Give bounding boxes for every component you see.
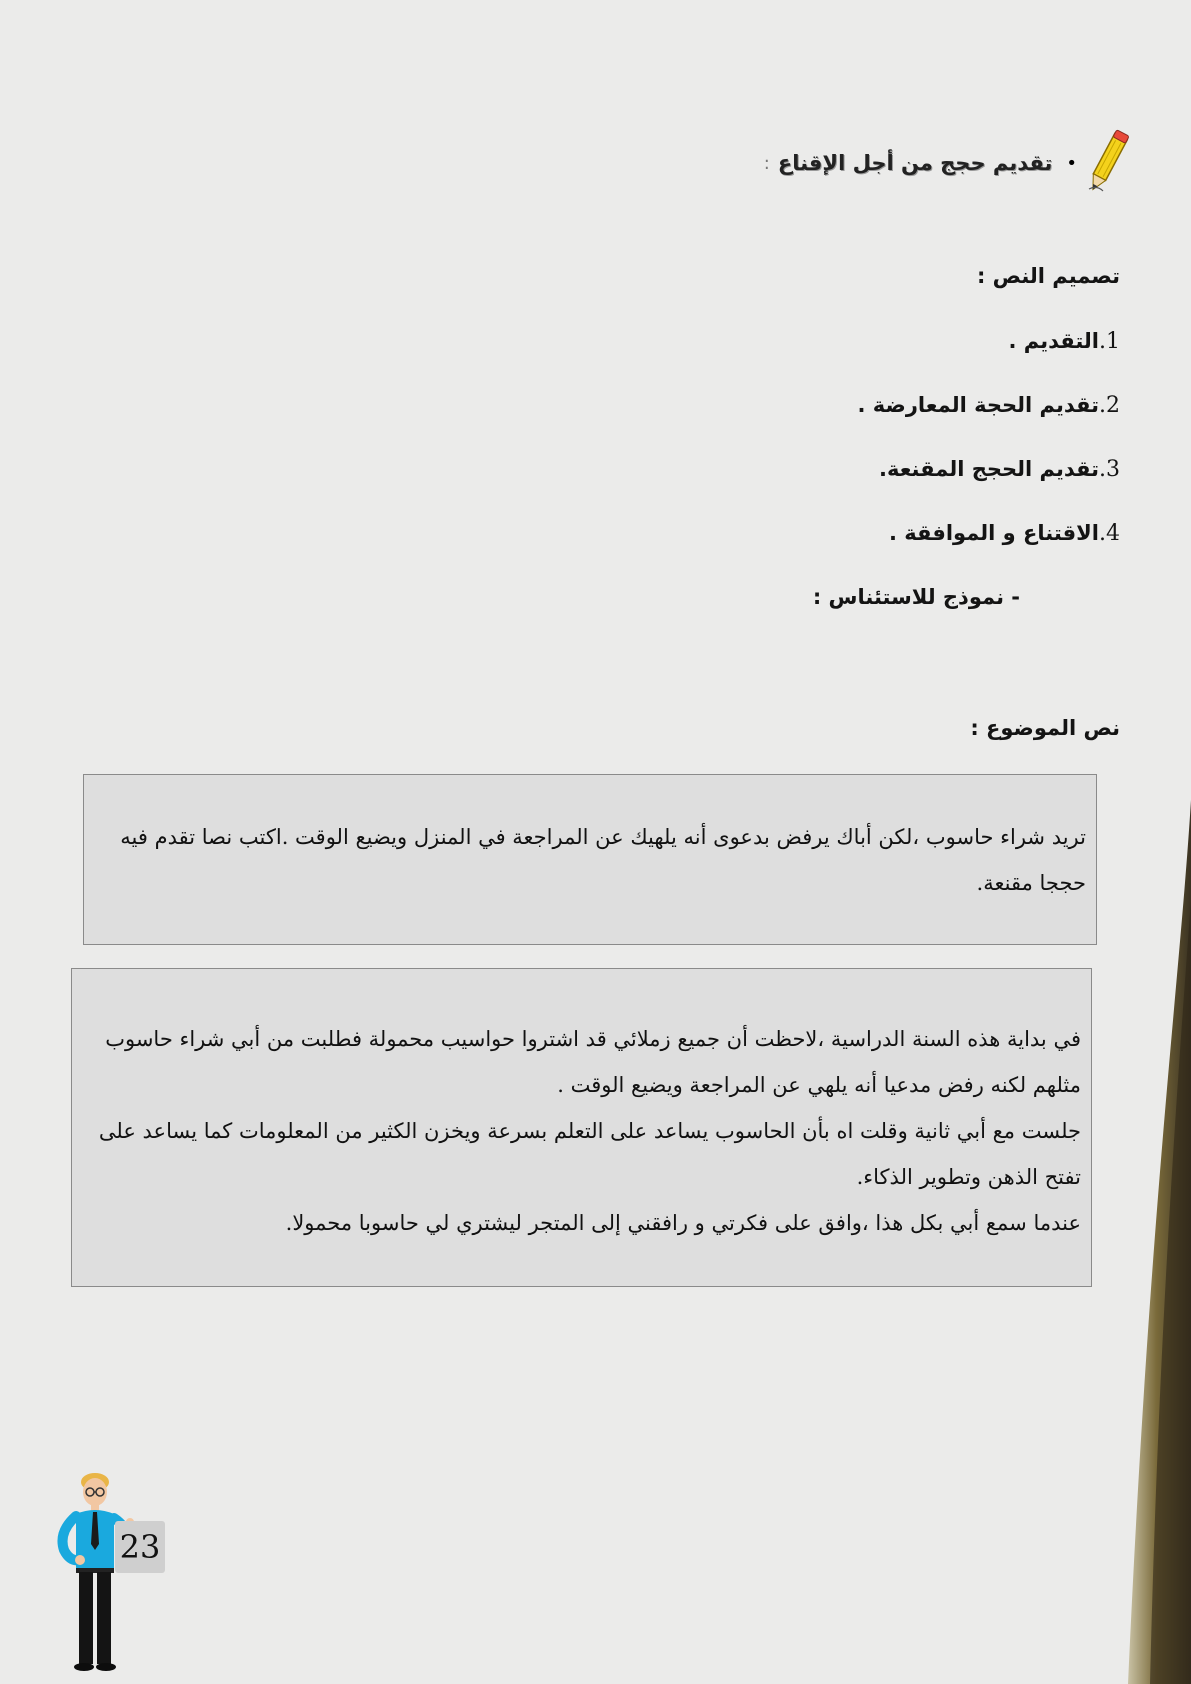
essay-paragraph: عندما سمع أبي بكل هذا ،وافق على فكرتي و رافقني إلى المتجر ليشتري لي حاسوبا محمولا. bbox=[285, 1211, 1081, 1235]
section-title-colon: : bbox=[763, 152, 770, 174]
structure-item bbox=[858, 393, 1121, 418]
structure-item bbox=[1008, 329, 1120, 354]
pencil-icon bbox=[1083, 127, 1131, 199]
essay-paragraph: في بداية هذه السنة الدراسية ،لاحظت أن جميع زملائي قد اشتروا حواسيب محمولة فطلبت من أبي شراء حاسوب مثلهم لكنه رفض مدعيا أنه يلهي عن المراجعة ويضيع الوقت . bbox=[105, 1027, 1081, 1097]
section-heading bbox=[571, 108, 1131, 218]
structure-item bbox=[879, 457, 1120, 482]
structure-item-number: 4. bbox=[1099, 521, 1120, 546]
essay-paragraph: جلست مع أبي ثانية وقلت اه بأن الحاسوب يساعد على التعلم بسرعة ويخزن الكثير من المعلومات كما يساعد على تفتح الذهن وتطوير الذكاء. bbox=[98, 1119, 1081, 1189]
topic-prompt-text: تريد شراء حاسوب ،لكن أباك يرفض بدعوى أنه يلهيك عن المراجعة في المنزل ويضيع الوقت .اكتب نصا تقدم فيه حججا مقنعة. bbox=[120, 825, 1086, 895]
essay-box bbox=[71, 968, 1092, 1287]
topic-title: نص الموضوع : bbox=[970, 716, 1120, 740]
topic-prompt-box bbox=[83, 774, 1097, 945]
structure-item-number: 3. bbox=[1099, 457, 1120, 482]
structure-item-label: التقديم . bbox=[1008, 329, 1099, 353]
structure-item-label: تقديم الحجة المعارضة . bbox=[857, 393, 1099, 417]
model-label: - نموذج للاستئناس : bbox=[812, 585, 1020, 609]
section-title: تقديم حجج من أجل الإقناع bbox=[777, 151, 1053, 175]
page-number: 23 bbox=[115, 1521, 165, 1573]
structure-item-number: 2. bbox=[1099, 393, 1120, 418]
structure-item-label: الاقتناع و الموافقة . bbox=[888, 521, 1099, 545]
bullet-marker: • bbox=[1066, 152, 1077, 174]
text-design-title: تصميم النص : bbox=[976, 264, 1120, 288]
structure-item-label: تقديم الحجج المقنعة. bbox=[878, 457, 1099, 481]
structure-item-number: 1. bbox=[1099, 329, 1120, 354]
structure-item bbox=[889, 521, 1120, 546]
